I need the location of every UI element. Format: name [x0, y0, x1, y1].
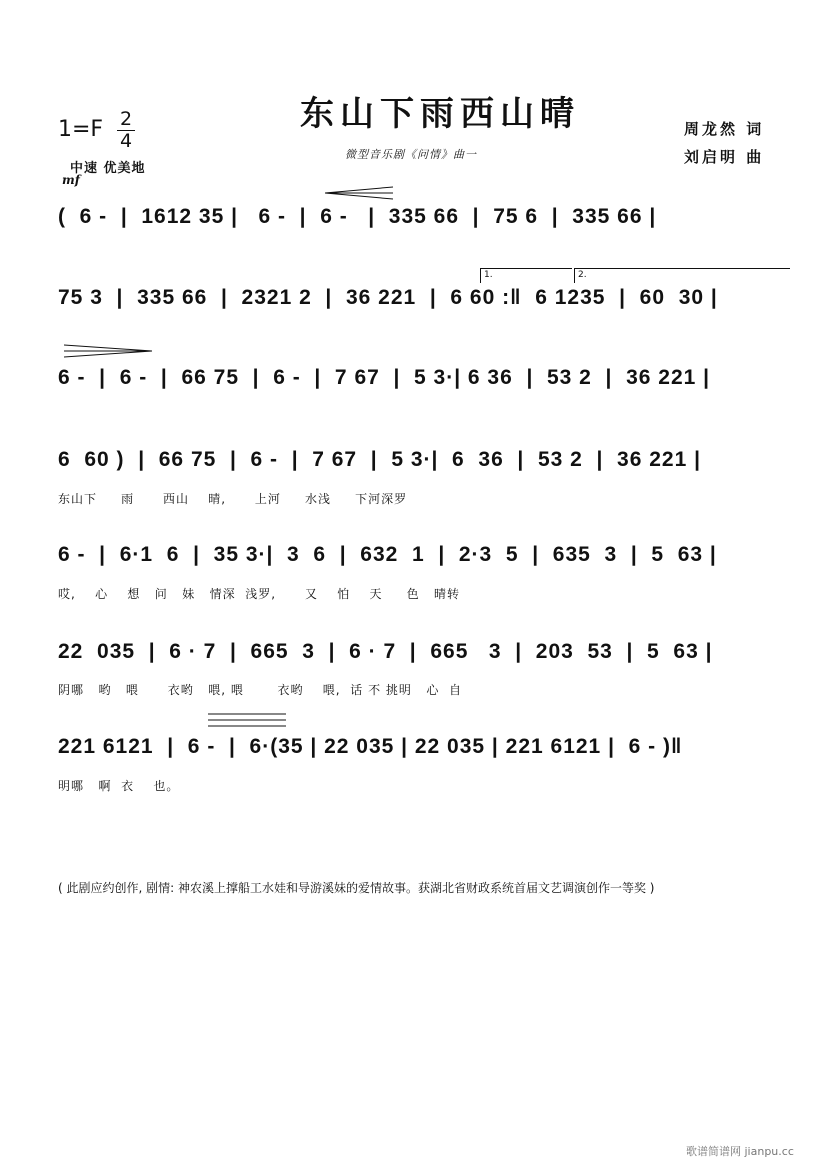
notation-line-4: 6 60 ) | 66 75 | 6 - | 7 67 | 5 3·| 6 36 | 53 2 | 36 221 | [58, 448, 701, 471]
lyrics-line-5: 哎, 心 想 问 妹 情深 浅罗, 又 怕 天 色 晴转 [58, 587, 461, 601]
notation-line-6: 22 035 | 6 · 7 | 665 3 | 6 · 7 | 665 3 | 203 53 | 5 63 | [58, 640, 713, 663]
tremolo-mark-2 [64, 343, 154, 359]
footnote: ( 此剧应约创作, 剧情: 神农溪上撑船工水娃和导游溪妹的爱情故事。获湖北省财政系统首届文艺调演创作一等奖 ) [58, 881, 655, 895]
song-subtitle: 微型音乐剧《问情》曲一 [345, 148, 477, 161]
volta-bracket-1: 1. [480, 268, 572, 283]
notation-line-1: ( 6 - | 1612 35 | 6 - | 6 - | 335 66 | 75 6 | 335 66 | [58, 205, 657, 228]
time-signature [117, 110, 135, 151]
tremolo-mark-3 [208, 712, 288, 728]
lyrics-line-7: 明哪 啊 衣 也。 [58, 779, 180, 793]
lyricist-credit: 周龙然 词 [684, 120, 765, 138]
site-watermark: 歌谱简谱网 jianpu.cc [686, 1145, 794, 1158]
lyrics-line-6: 阴哪 哟 喂 衣哟 喂, 喂 衣哟 喂, 话 不 挑明 心 自 [58, 683, 462, 697]
notation-line-2: 75 3 | 335 66 | 2321 2 | 36 221 | 6 60 :‖ 6 1235 | 60 30 | [58, 286, 718, 309]
notation-line-5: 6 - | 6·1 6 | 35 3·| 3 6 | 632 1 | 2·3 5 | 635 3 | 5 63 | [58, 543, 717, 566]
notation-line-3: 6 - | 6 - | 66 75 | 6 - | 7 67 | 5 3·| 6 36 | 53 2 | 36 221 | [58, 366, 711, 389]
dynamic-marking: mf [62, 173, 80, 187]
tremolo-mark-1 [325, 185, 395, 201]
lyrics-line-4: 东山下 雨 西山 晴, 上河 水浅 下河深罗 [58, 492, 408, 506]
key-signature: 1=F [58, 117, 104, 142]
song-title: 东山下雨西山晴 [300, 94, 580, 134]
notation-line-7: 221 6121 | 6 - | 6·(35 | 22 035 | 22 035 | 221 6121 | 6 - )‖ [58, 735, 683, 758]
time-signature-bottom: 4 [119, 130, 133, 152]
time-signature-top: 2 [119, 108, 133, 130]
volta-bracket-2: 2. [574, 268, 790, 283]
tempo-marking: 中速 优美地 [70, 161, 146, 176]
composer-credit: 刘启明 曲 [684, 148, 765, 166]
